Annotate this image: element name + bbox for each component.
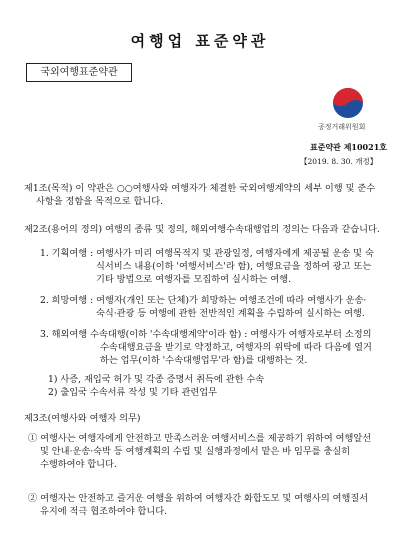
obligation-line: ② 여행자는 안전하고 즐거운 여행을 위하여 여행자간 화합도모 및 여행사의 여행질서 — [28, 493, 369, 504]
article-3 — [24, 412, 140, 425]
issuing-organization: 공정거래위원회 — [318, 123, 366, 131]
definition-item — [40, 328, 384, 368]
terms-type-label: 국외여행표준약관 — [26, 63, 132, 82]
article-3-heading: 제3조(여행사와 여행자 의무) — [24, 413, 141, 424]
definition-line: 식서비스 내용(이하 '여행서비스'라 함), 여행요금을 정하여 광고 또는 — [96, 261, 372, 273]
obligation-line: 유지에 적극 협조하여야 합니다. — [40, 506, 168, 518]
revision-date: 【2019. 8. 30. 개정】 — [300, 157, 378, 166]
ftc-emblem-icon — [331, 86, 365, 120]
definition-line: 1. 기획여행 : 여행사가 미리 여행목적지 및 관광일정, 여행자에게 제공될 운송 및 숙 — [40, 248, 374, 259]
article-1-line: 사항을 정함을 목적으로 합니다. — [36, 196, 164, 208]
obligation-line: 수행하여야 합니다. — [40, 459, 117, 471]
definition-line: 기타 방법으로 여행자를 모집하여 실시하는 여행. — [96, 274, 292, 286]
definition-subitem-line: 1) 사증, 재입국 허가 및 각종 증명서 취득에 관한 수속 — [48, 374, 265, 385]
definition-item — [40, 247, 384, 287]
article-1 — [24, 182, 384, 208]
obligation-clause — [28, 432, 384, 472]
document-number: 표준약관 제10021호 — [310, 142, 387, 152]
definition-line: 2. 희망여행 : 여행자(개인 또는 단체)가 희망하는 여행조건에 따라 여행사가 운송· — [40, 295, 367, 306]
definition-line: 숙식·관광 등 여행에 관한 전반적인 계획을 수립하여 실시하는 여행. — [96, 308, 365, 320]
obligation-line: ① 여행사는 여행자에게 안전하고 만족스러운 여행서비스를 제공하기 위하여 여행알선 — [28, 433, 372, 444]
definition-item — [40, 294, 384, 320]
definition-line: 하는 업무(이하 '수속대행업무'라 함)를 대행하는 것. — [100, 355, 308, 367]
article-2 — [24, 223, 384, 236]
obligation-clause — [28, 492, 384, 518]
definition-line: 수속대행요금을 받기로 약정하고, 여행자의 위탁에 따라 다음에 열거 — [100, 342, 372, 354]
obligation-line: 및 안내·운송·숙박 등 여행계획의 수립 및 실행과정에서 맡은 바 임무를 충실히 — [40, 446, 351, 458]
definition-line: 3. 해외여행 수속대행(이하 '수속대행계약'이라 함) : 여행사가 여행자로부터 소정의 — [40, 329, 372, 340]
article-1-line: 제1조(목적) 이 약관은 ○○여행사와 여행자가 체결한 국외여행계약의 세부 이행 및 준수 — [24, 183, 376, 194]
definition-subitem-line: 2) 출입국 수속서류 작성 및 기타 관련업무 — [48, 387, 217, 399]
article-2-intro: 제2조(용어의 정의) 여행의 종류 및 정의, 해외여행수속대행업의 정의는 다음과 같습니다. — [24, 224, 380, 235]
document-title: 여행업 표준약관 — [130, 32, 270, 50]
definition-subitem — [48, 373, 264, 399]
